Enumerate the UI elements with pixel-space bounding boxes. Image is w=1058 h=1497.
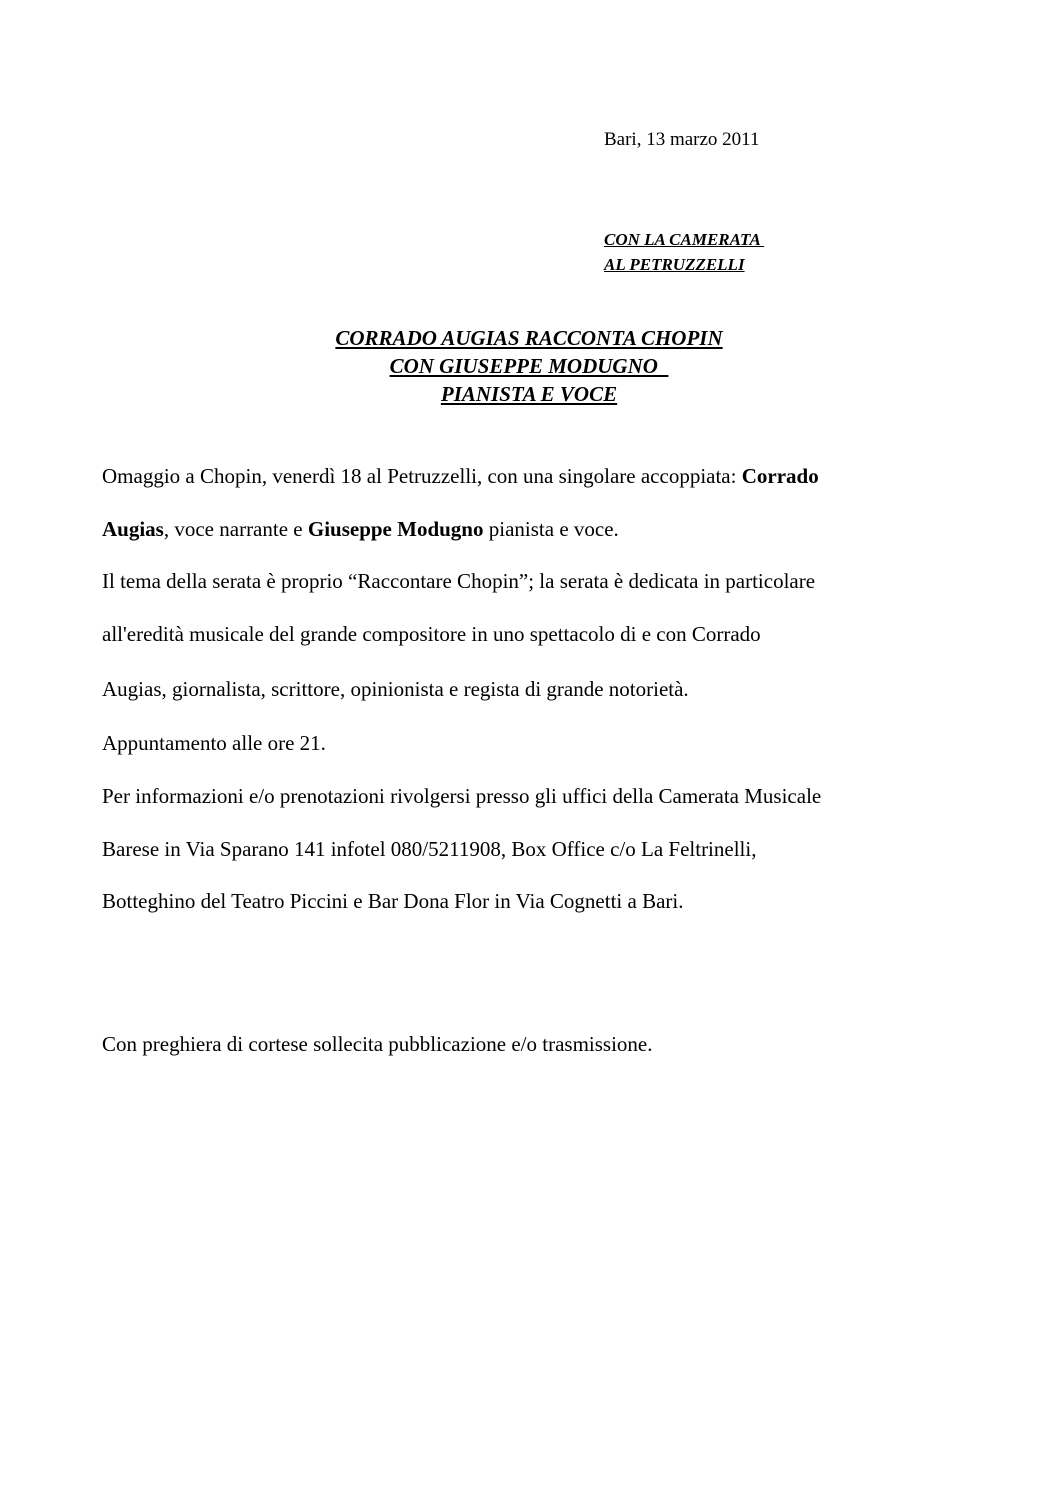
organizer-line: CON LA CAMERATA	[604, 230, 765, 249]
organizer-heading	[604, 227, 764, 277]
body-line: Omaggio a Chopin, venerdì 18 al Petruzzelli, con una singolare accoppiata: Corrado	[102, 464, 819, 488]
body-line: Barese in Via Sparano 141 infotel 080/5211908, Box Office c/o La Feltrinelli,	[102, 837, 757, 861]
document-title	[0, 324, 1058, 408]
body-line: Appuntamento alle ore 21.	[102, 731, 326, 755]
body-line: Augias, voce narrante e Giuseppe Modugno pianista e voce.	[102, 517, 619, 541]
performer-name: Giuseppe Modugno	[307, 517, 484, 541]
document-date: Bari, 13 marzo 2011	[604, 129, 760, 150]
body-line: all'eredità musicale del grande compositore in uno spettacolo di e con Corrado	[102, 622, 761, 646]
body-line: Botteghino del Teatro Piccini e Bar Dona Flor in Via Cognetti a Bari.	[102, 889, 684, 913]
performer-name: Augias	[102, 517, 164, 541]
body-line: Il tema della serata è proprio “Raccontare Chopin”; la serata è dedicata in particolare	[102, 569, 816, 593]
body-line: Per informazioni e/o prenotazioni rivolgersi presso gli uffici della Camerata Musicale	[102, 784, 822, 808]
title-line: CON GIUSEPPE MODUGNO	[389, 354, 669, 378]
performer-name: Corrado	[741, 464, 819, 488]
organizer-line: AL PETRUZZELLI	[604, 255, 745, 274]
closing-line: Con preghiera di cortese sollecita pubblicazione e/o trasmissione.	[102, 1032, 653, 1056]
title-line: CORRADO AUGIAS RACCONTA CHOPIN	[335, 326, 723, 350]
title-line: PIANISTA E VOCE	[440, 382, 618, 406]
body-line: Augias, giornalista, scrittore, opinionista e regista di grande notorietà.	[102, 677, 689, 701]
